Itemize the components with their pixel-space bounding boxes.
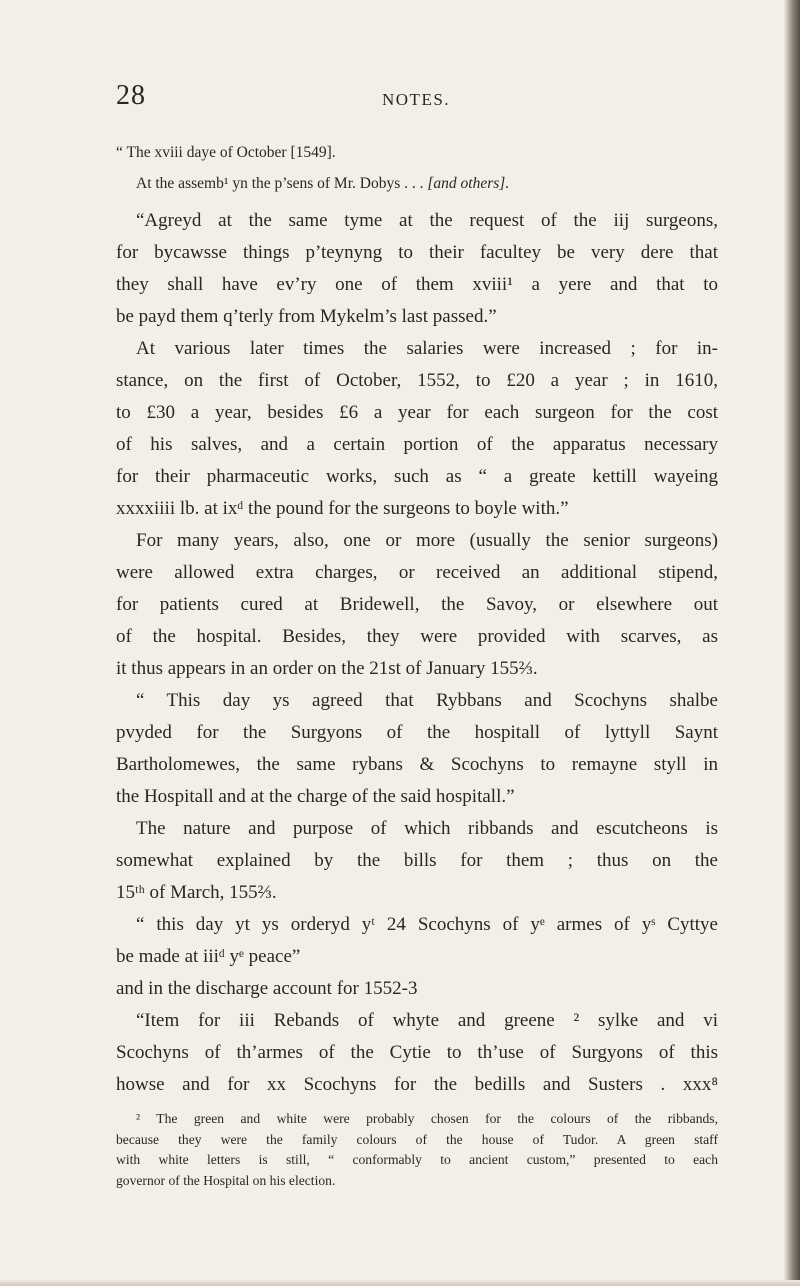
text-line: of the hospital. Besides, they were provided with scarves, as — [116, 626, 718, 647]
text-line: “Item for iii Rebands of whyte and greene ² sylke and vi — [136, 1010, 718, 1031]
text-line: “ The xviii daye of October [1549]. — [116, 144, 336, 161]
text-line: The nature and purpose of which ribbands and escutcheons is — [136, 818, 718, 839]
text-line: “Agreyd at the same tyme at the request of the iij surgeons, — [136, 210, 718, 231]
text-line: xxxxiiii lb. at ixᵈ the pound for the surgeons to boyle with.” — [116, 498, 569, 519]
text-line: “ This day ys agreed that Rybbans and Scochyns shalbe — [136, 690, 718, 711]
text-line: At the assemb¹ yn the p’sens of Mr. Dobys . . . [and others]. — [136, 175, 510, 192]
text-line: for bycawsse things p’teynyng to their facultey be very dere that — [116, 242, 718, 263]
text-line: be payd them q’terly from Mykelm’s last passed.” — [116, 306, 497, 327]
text-line: they shall have ev’ry one of them xviii¹ a yere and that to — [116, 274, 718, 295]
text-line: For many years, also, one or more (usually the senior surgeons) — [136, 530, 718, 551]
text-line: At various later times the salaries were increased ; for in- — [136, 338, 718, 359]
text-line: 15ᵗʰ of March, 155⅔. — [116, 882, 277, 903]
text-line: stance, on the first of October, 1552, to £20 a year ; in 1610, — [116, 370, 718, 391]
text-line: “ this day yt ys orderyd yᵗ 24 Scochyns of yᵉ armes of yˢ Cyttye — [136, 914, 718, 935]
text-line: for their pharmaceutic works, such as “ a greate kettill wayeing — [116, 466, 718, 487]
text-line: for patients cured at Bridewell, the Savoy, or elsewhere out — [116, 594, 718, 615]
text-line: pvyded for the Surgyons of the hospitall of lyttyll Saynt — [116, 722, 718, 743]
footnote — [116, 1109, 718, 1191]
running-head: NOTES. — [382, 90, 451, 109]
text-line: the Hospitall and at the charge of the said hospitall.” — [116, 786, 515, 807]
text-line: be made at iiiᵈ yᵉ peace” — [116, 946, 301, 967]
text-line: it thus appears in an order on the 21st of January 155⅔. — [116, 658, 538, 679]
footnote-line: with white letters is still, “ conformably to ancient custom,” presented to each — [116, 1152, 718, 1167]
italic-note: [and others]. — [427, 175, 510, 192]
page-edge-shadow — [784, 0, 800, 1286]
text-line: were allowed extra charges, or received an additional stipend, — [116, 562, 718, 583]
body-text — [116, 137, 718, 1191]
text-line: and in the discharge account for 1552-3 — [116, 978, 418, 999]
text-line: somewhat explained by the bills for them ; thus on the — [116, 850, 718, 871]
footnote-line: because they were the family colours of the house of Tudor. A green staff — [116, 1131, 718, 1147]
text-line: Scochyns of th’armes of the Cytie to th’use of Surgyons of this — [116, 1042, 718, 1063]
footnote-line: ² The green and white were probably chosen for the colours of the ribbands, — [136, 1111, 718, 1126]
page-number: 28 — [116, 80, 146, 111]
page-bottom-edge — [0, 1280, 800, 1286]
footnote-line: governor of the Hospital on his election. — [116, 1172, 336, 1188]
text-line: to £30 a year, besides £6 a year for each surgeon for the cost — [116, 402, 718, 423]
text-line: Bartholomewes, the same rybans & Scochyns to remayne styll in — [116, 754, 718, 775]
text-line: of his salves, and a certain portion of the apparatus necessary — [116, 434, 718, 455]
text-line: howse and for xx Scochyns for the bedills and Susters . xxx⁸ — [116, 1074, 718, 1095]
